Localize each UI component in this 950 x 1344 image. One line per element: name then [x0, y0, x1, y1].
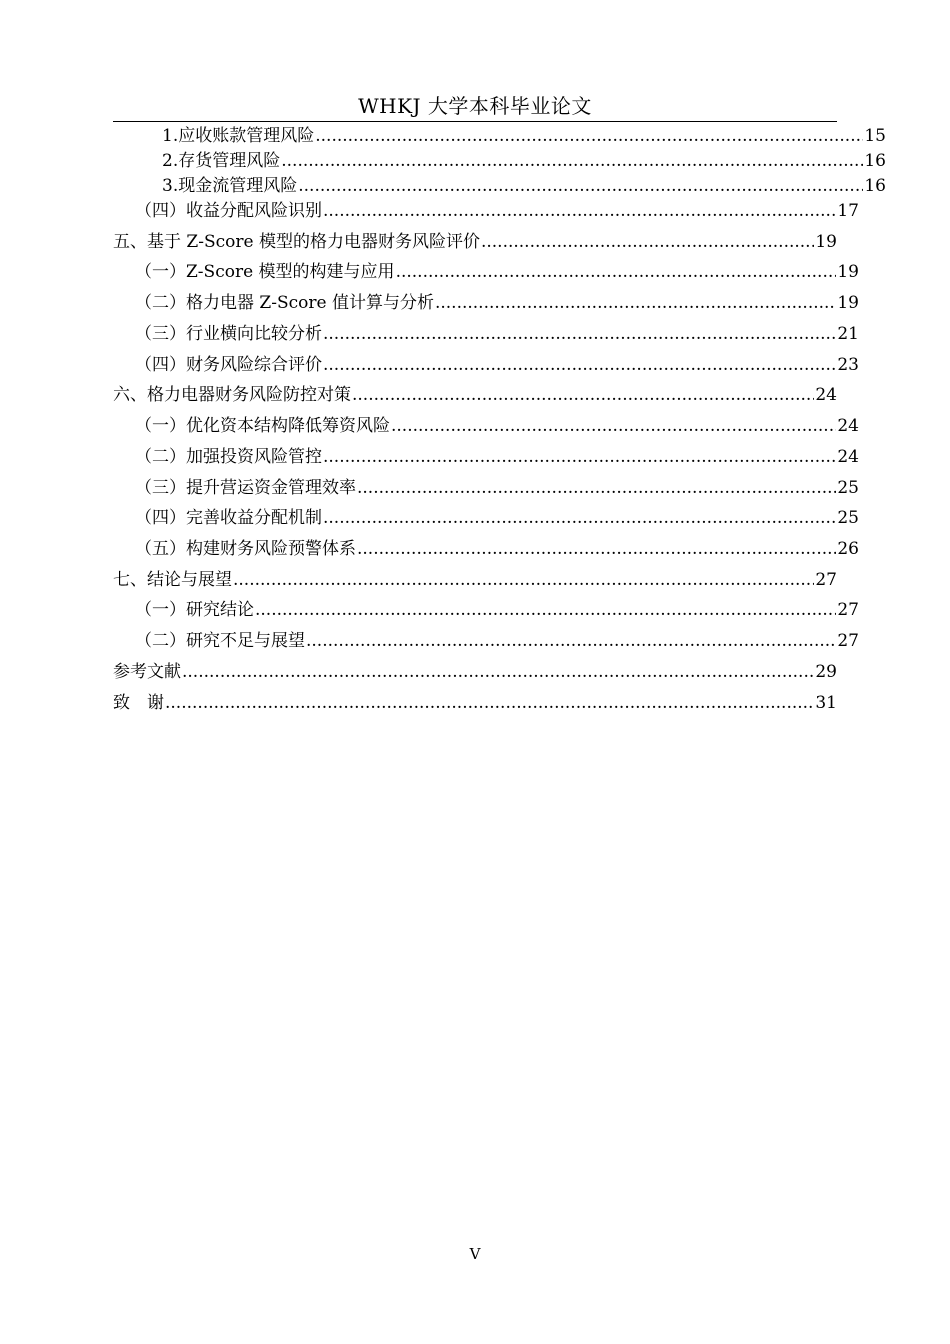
- toc-entry-label: （四）完善收益分配机制: [135, 508, 322, 528]
- toc-entry[interactable]: [113, 291, 859, 315]
- toc-dot-leader: [182, 660, 814, 684]
- toc-entry-label: （二）格力电器 Z-Score 值计算与分析: [135, 293, 434, 313]
- toc-dot-leader: [323, 199, 836, 223]
- toc-entry-label: 五、基于 Z-Score 模型的格力电器财务风险评价: [113, 232, 480, 252]
- toc-entry-page: 25: [837, 508, 859, 528]
- toc-entry-label: 七、结论与展望: [113, 570, 232, 590]
- toc-entry-label: 致 谢: [113, 693, 164, 713]
- toc-entry-label: 3.现金流管理风险: [162, 176, 298, 196]
- toc-entry-page: 31: [815, 693, 837, 713]
- toc-entry-page: 24: [837, 447, 859, 467]
- toc-dot-leader: [233, 568, 814, 592]
- toc-entry[interactable]: [113, 691, 837, 715]
- toc-entry[interactable]: [113, 506, 859, 530]
- toc-entry-page: 23: [837, 355, 859, 375]
- toc-dot-leader: [315, 124, 863, 148]
- toc-entry[interactable]: [113, 568, 837, 592]
- toc-dot-leader: [323, 353, 836, 377]
- toc-entry[interactable]: [113, 414, 859, 438]
- toc-entry-label: （二）加强投资风险管控: [135, 447, 322, 467]
- toc-dot-leader: [352, 383, 814, 407]
- toc-dot-leader: [323, 445, 836, 469]
- toc-entry[interactable]: [113, 660, 837, 684]
- toc-dot-leader: [357, 476, 836, 500]
- toc-entry-label: （四）收益分配风险识别: [135, 201, 322, 221]
- toc-entry-label: （四）财务风险综合评价: [135, 355, 322, 375]
- toc-entry[interactable]: [113, 353, 859, 377]
- toc-entry-page: 15: [864, 126, 886, 146]
- toc-dot-leader: [165, 691, 814, 715]
- page-header-title: WHKJ 大学本科毕业论文: [358, 94, 592, 118]
- toc-dot-leader: [306, 629, 836, 653]
- toc-entry-page: 25: [837, 478, 859, 498]
- toc-entry-page: 19: [837, 293, 859, 313]
- toc-dot-leader: [255, 598, 836, 622]
- toc-dot-leader: [357, 537, 836, 561]
- header-rule: [113, 121, 837, 122]
- page-number: V: [469, 1245, 481, 1263]
- toc-entry[interactable]: [113, 598, 859, 622]
- toc-entry-page: 21: [837, 324, 859, 344]
- toc-entry[interactable]: [113, 230, 837, 254]
- toc-entry-page: 27: [837, 600, 859, 620]
- toc-entry-page: 29: [815, 662, 837, 682]
- toc-entry[interactable]: [113, 383, 837, 407]
- toc-entry[interactable]: [113, 174, 886, 198]
- toc-entry-page: 19: [837, 262, 859, 282]
- toc-entry-label: 2.存货管理风险: [162, 151, 281, 171]
- toc-entry-page: 19: [815, 232, 837, 252]
- toc-entry[interactable]: [113, 124, 886, 148]
- toc-entry[interactable]: [113, 199, 859, 223]
- toc-entry-label: （一）Z-Score 模型的构建与应用: [135, 262, 395, 282]
- toc-entry-label: （一）优化资本结构降低筹资风险: [135, 416, 390, 436]
- toc-entry-label: （五）构建财务风险预警体系: [135, 539, 356, 559]
- toc-entry[interactable]: [113, 629, 859, 653]
- toc-entry[interactable]: [113, 260, 859, 284]
- toc-entry-page: 27: [815, 570, 837, 590]
- toc-entry-label: （一）研究结论: [135, 600, 254, 620]
- toc-dot-leader: [396, 260, 837, 284]
- toc-entry[interactable]: [113, 322, 859, 346]
- toc-entry-page: 24: [815, 385, 837, 405]
- toc-entry-page: 16: [864, 176, 886, 196]
- toc-entry[interactable]: [113, 149, 886, 173]
- toc-entry[interactable]: [113, 537, 859, 561]
- toc-dot-leader: [323, 506, 836, 530]
- toc-entry-page: 17: [837, 201, 859, 221]
- toc-entry-label: （三）行业横向比较分析: [135, 324, 322, 344]
- toc-entry[interactable]: [113, 476, 859, 500]
- toc-entry-page: 16: [864, 151, 886, 171]
- toc-entry-label: （三）提升营运资金管理效率: [135, 478, 356, 498]
- toc-dot-leader: [298, 174, 863, 198]
- toc-dot-leader: [481, 230, 814, 254]
- toc-entry-page: 27: [837, 631, 859, 651]
- toc-dot-leader: [281, 149, 863, 173]
- toc-entry-page: 26: [837, 539, 859, 559]
- toc-entry-label: （二）研究不足与展望: [135, 631, 305, 651]
- toc-entry-label: 六、格力电器财务风险防控对策: [113, 385, 351, 405]
- toc-entry-label: 1.应收账款管理风险: [162, 126, 315, 146]
- toc-dot-leader: [391, 414, 836, 438]
- toc-entry-label: 参考文献: [113, 662, 181, 682]
- toc-entry[interactable]: [113, 445, 859, 469]
- toc-dot-leader: [323, 322, 836, 346]
- toc-dot-leader: [435, 291, 836, 315]
- toc-entry-page: 24: [837, 416, 859, 436]
